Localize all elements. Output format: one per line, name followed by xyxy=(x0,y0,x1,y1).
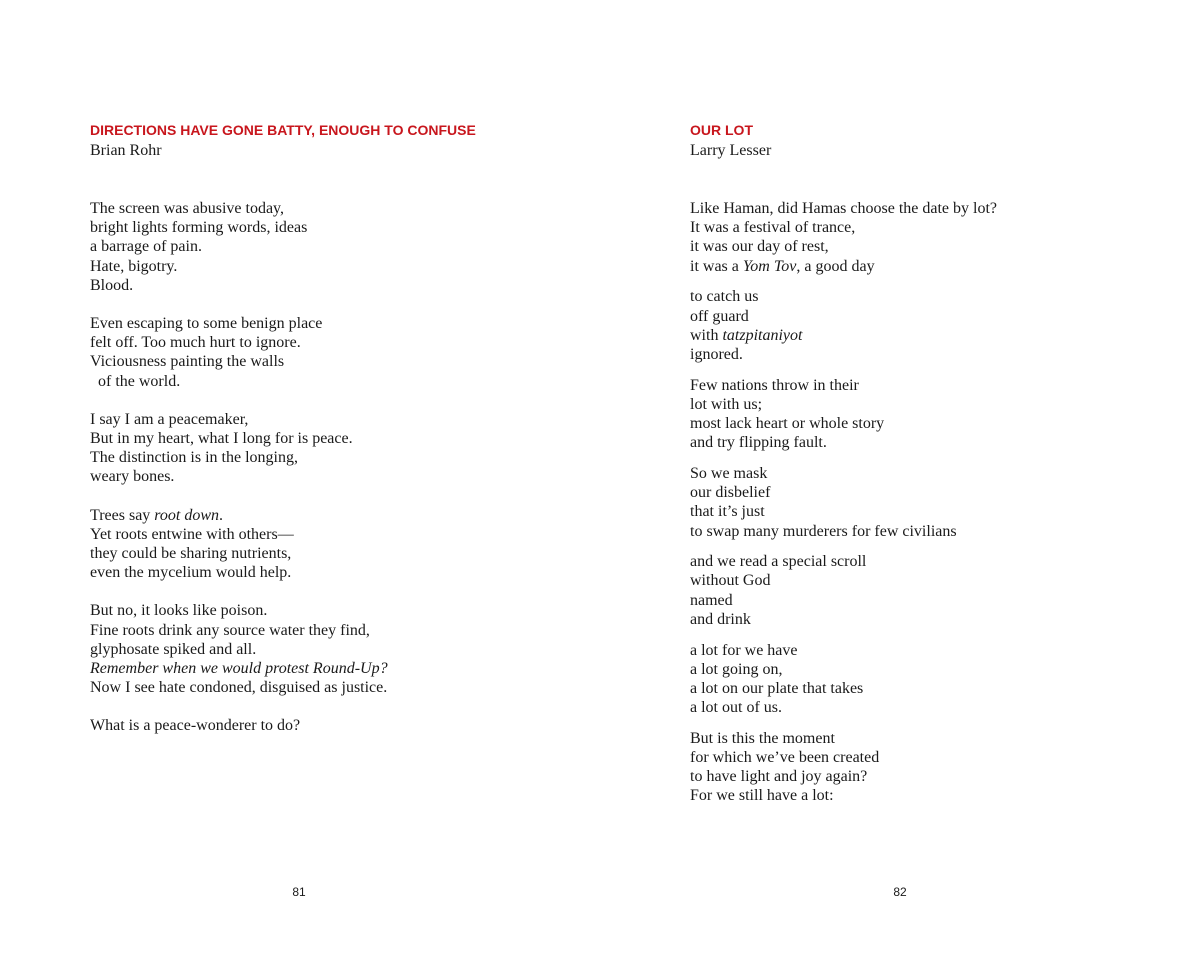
italic-phrase: Yom Tov xyxy=(742,257,797,275)
italic-line: Remember when we would protest Round-Up? xyxy=(90,660,388,678)
poem-line: a lot for we have xyxy=(690,641,798,659)
poem-line: to catch us xyxy=(690,288,759,306)
page-number: 82 xyxy=(893,885,907,899)
poem-line: and we read a special scroll xyxy=(690,553,867,571)
stanza xyxy=(690,552,997,629)
poem-line: it was our day of rest, xyxy=(690,238,829,256)
poem-line: Hate, bigotry. xyxy=(90,257,178,275)
poem-line: What is a peace-wonderer to do? xyxy=(90,717,301,735)
poem-body xyxy=(90,199,388,736)
poem-line: But in my heart, what I long for is peace. xyxy=(90,430,353,448)
poem-line xyxy=(690,257,997,276)
poem-line: and try flipping fault. xyxy=(690,434,827,452)
poem-line: But is this the moment xyxy=(690,729,835,747)
line-text: it was a xyxy=(690,257,743,275)
poem-line: Like Haman, did Hamas choose the date by lot? xyxy=(690,200,998,217)
poem-line: Fine roots drink any source water they find, xyxy=(90,621,370,639)
poem-line: to swap many murderers for few civilians xyxy=(690,522,957,540)
line-text: . xyxy=(219,506,224,524)
italic-phrase: tatzpitaniyot xyxy=(722,326,803,344)
poem-line: that it’s just xyxy=(690,503,765,521)
poem-line: named xyxy=(690,591,733,609)
stanza xyxy=(690,641,997,718)
poem-author: Larry Lesser xyxy=(690,142,772,159)
poem-line: For we still have a lot: xyxy=(690,787,834,805)
stanza xyxy=(90,314,388,391)
poem-line: So we mask xyxy=(690,464,768,482)
poem-line: bright lights forming words, ideas xyxy=(90,219,308,237)
stanza xyxy=(690,464,997,541)
poem-line: for which we’ve been created xyxy=(690,749,880,767)
line-text: , a good day xyxy=(796,257,875,275)
poem-line: lot with us; xyxy=(690,395,763,413)
poem-line: ignored. xyxy=(690,345,743,363)
stanza xyxy=(690,199,997,276)
poem-body xyxy=(690,199,997,806)
poem-line: glyphosate spiked and all. xyxy=(90,640,257,658)
poem-line: I say I am a peacemaker, xyxy=(90,410,249,428)
poem-line: weary bones. xyxy=(90,468,175,486)
right-page xyxy=(600,0,1200,960)
poem-line: Few nations throw in their xyxy=(690,376,859,394)
poem-line: most lack heart or whole story xyxy=(690,415,885,433)
stanza xyxy=(90,410,388,487)
poem-line: Even escaping to some benign place xyxy=(90,315,323,333)
poem-line: It was a festival of trance, xyxy=(690,219,856,237)
poem-line: a barrage of pain. xyxy=(90,238,202,256)
poem-line: they could be sharing nutrients, xyxy=(90,545,292,563)
poem-line xyxy=(90,659,388,678)
stanza xyxy=(90,199,388,295)
poem-line xyxy=(690,326,997,345)
poem-line: Now I see hate condoned, disguised as justice. xyxy=(90,679,388,697)
italic-phrase: root down xyxy=(154,506,220,524)
poem-line: a lot on our plate that takes xyxy=(690,679,864,697)
poem-line: The screen was abusive today, xyxy=(90,200,284,217)
poem-line: a lot going on, xyxy=(690,660,783,678)
poem-line: But no, it looks like poison. xyxy=(90,602,268,620)
stanza xyxy=(690,729,997,806)
poem-line: without God xyxy=(690,572,771,590)
stanza xyxy=(90,601,388,697)
poem-line: a lot out of us. xyxy=(690,699,782,717)
page-number: 81 xyxy=(292,885,306,899)
poem-title: OUR LOT xyxy=(690,122,753,138)
poem-line xyxy=(90,506,388,525)
line-text: Trees say xyxy=(90,506,155,524)
stanza xyxy=(690,287,997,364)
line-text: with xyxy=(690,326,723,344)
poem-line: Yet roots entwine with others— xyxy=(90,525,294,543)
stanza xyxy=(90,716,388,735)
poem-line: of the world. xyxy=(98,372,181,390)
stanza xyxy=(90,506,388,583)
poem-line: and drink xyxy=(690,610,751,628)
poem-line: The distinction is in the longing, xyxy=(90,449,298,467)
poem-title: DIRECTIONS HAVE GONE BATTY, ENOUGH TO CONFUSE xyxy=(90,122,476,138)
poem-line: our disbelief xyxy=(690,484,771,502)
poem-line: Blood. xyxy=(90,276,134,294)
poem-line: off guard xyxy=(690,307,749,325)
poem-line: to have light and joy again? xyxy=(690,768,868,786)
poem-line: felt off. Too much hurt to ignore. xyxy=(90,334,301,352)
stanza xyxy=(690,376,997,453)
poem-line: even the mycelium would help. xyxy=(90,564,292,582)
poem-line: Viciousness painting the walls xyxy=(90,353,285,371)
poem-author: Brian Rohr xyxy=(90,142,162,159)
